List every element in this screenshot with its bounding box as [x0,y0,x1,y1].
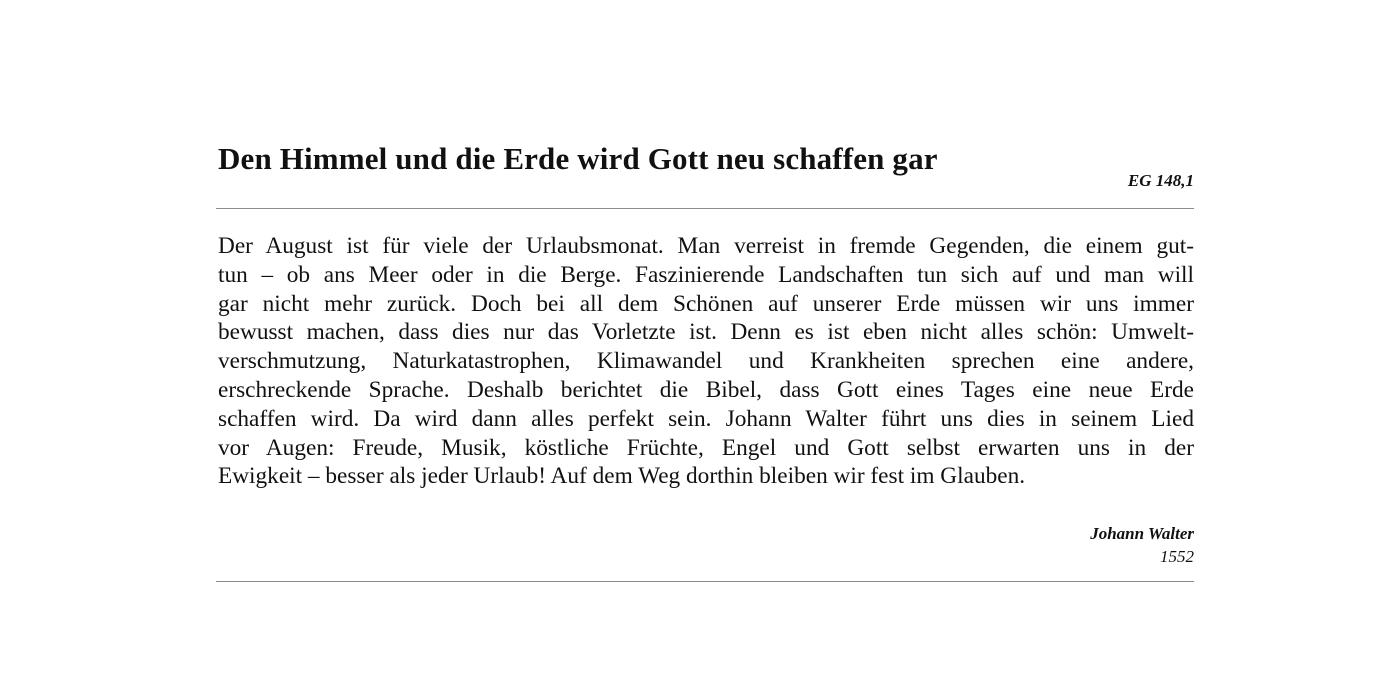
body-line: vor Augen: Freude, Musik, köstliche Früchte, Engel und Gott selbst erwarten uns in der [218,434,1194,461]
hymn-reference: EG 148,1 [1127,171,1194,190]
body-line: erschreckende Sprache. Deshalb berichtet die Bibel, dass Gott eines Tages eine neue Erde [218,376,1194,403]
body-line: schaffen wird. Da wird dann alles perfekt sein. Johann Walter führt uns dies in seinem Lied [218,405,1194,432]
attribution [1090,522,1194,568]
body-line: tun – ob ans Meer oder in die Berge. Faszinierende Landschaften tun sich auf und man will [218,261,1194,288]
devotional-text [218,232,1194,491]
bottom-divider [216,581,1194,582]
body-line: Der August ist für viele der Urlaubsmonat. Man verreist in fremde Gegenden, die einem gut- [218,233,1194,259]
body-line: gar nicht mehr zurück. Doch bei all dem Schönen auf unserer Erde müssen wir uns immer [218,290,1194,317]
author-year: 1552 [1160,547,1194,566]
body-line: verschmutzung, Naturkatastrophen, Klimawandel und Krankheiten sprechen eine andere, [218,348,1194,375]
author-name: Johann Walter [1090,524,1194,543]
hymn-title: Den Himmel und die Erde wird Gott neu schaffen gar [218,140,938,176]
top-divider [216,208,1194,209]
body-line: bewusst machen, dass dies nur das Vorletzte ist. Denn es ist eben nicht alles schön: Umwelt- [218,319,1194,346]
body-line: Ewigkeit – besser als jeder Urlaub! Auf dem Weg dorthin bleiben wir fest im Glauben. [218,463,1026,490]
